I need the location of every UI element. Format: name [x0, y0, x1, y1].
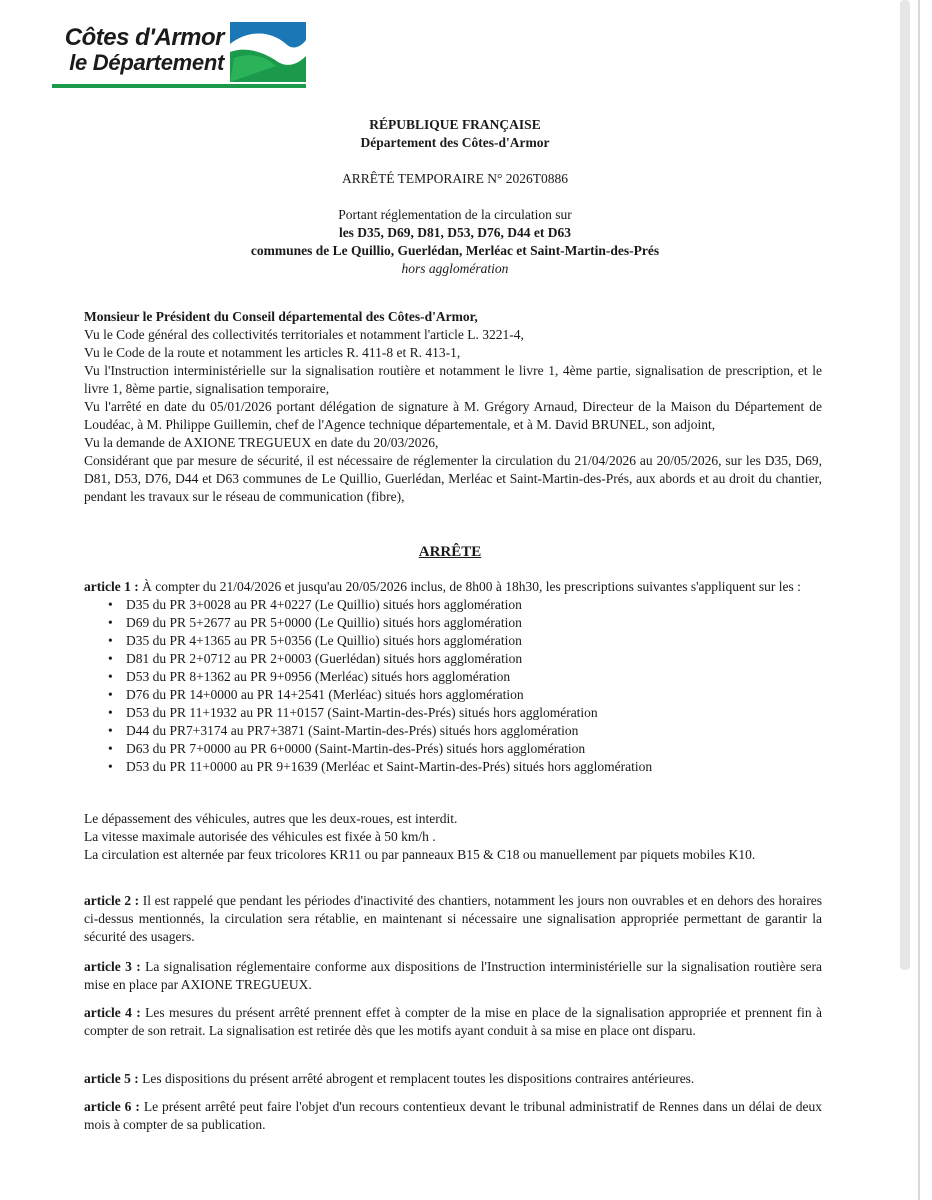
article-label: article 3 :	[84, 959, 141, 974]
vu-line: Vu l'arrêté en date du 05/01/2026 portant délégation de signature à M. Grégory Arnaud, Directeur de la Maison du Département de Loudéac, à M. Philippe Guillemin, chef de l'Agence technique départementale, et à M. David BRUNEL, son adjoint,	[84, 399, 822, 432]
article-text: Les dispositions du présent arrêté abrogent et remplacent toutes les dispositions contraires antérieures.	[142, 1071, 695, 1086]
subject-communes: communes de Le Quillio, Guerlédan, Merléac et Saint-Martin-des-Prés	[250, 243, 660, 258]
department-logo	[52, 22, 308, 90]
logo-subtitle: le Département	[69, 50, 224, 75]
page-edge	[918, 0, 920, 1200]
article-label: article 4 :	[84, 1005, 141, 1020]
article-text: Il est rappelé que pendant les périodes d'inactivité des chantiers, notamment les jours non ouvrables et en dehors des horaires ci-dessus mentionnés, la circulation sera rétablie, en maintenant si nécessaire une signalisation appropriée permettant de garantir la sécurité des usagers.	[84, 893, 823, 944]
article-2	[84, 892, 822, 946]
preamble	[84, 308, 822, 506]
list-item: • D44 du PR7+3174 au PR7+3871 (Saint-Martin-des-Prés) situés hors agglomération	[126, 722, 822, 740]
list-item: • D53 du PR 11+0000 au PR 9+1639 (Merléac et Saint-Martin-des-Prés) situés hors agglomération	[126, 758, 822, 776]
list-item: • D53 du PR 8+1362 au PR 9+0956 (Merléac) situés hors agglomération	[126, 668, 822, 686]
vu-line: Vu le Code de la route et notamment les articles R. 411-8 et R. 413-1,	[84, 345, 461, 360]
subject-line: Portant réglementation de la circulation sur	[338, 207, 572, 222]
list-item: • D63 du PR 7+0000 au PR 6+0000 (Saint-Martin-des-Prés) situés hors agglomération	[126, 740, 822, 758]
article-label: article 5 :	[84, 1071, 139, 1086]
republic-heading: RÉPUBLIQUE FRANÇAISE	[369, 117, 541, 132]
president-line: Monsieur le Président du Conseil départemental des Côtes-d'Armor,	[84, 309, 478, 324]
article-label: article 6 :	[84, 1099, 140, 1114]
rule-line: La circulation est alternée par feux tricolores KR11 ou par panneaux B15 & C18 ou manuellement par piquets mobiles K10.	[84, 847, 756, 862]
list-item: • D76 du PR 14+0000 au PR 14+2541 (Merléac) situés hors agglomération	[126, 686, 822, 704]
article-4	[84, 1004, 822, 1040]
article-text: À compter du 21/04/2026 et jusqu'au 20/05/2026 inclus, de 8h00 à 18h30, les prescriptions suivantes s'appliquent sur les :	[142, 579, 801, 594]
article-label: article 2 :	[84, 893, 140, 908]
article-1-rules	[84, 810, 822, 864]
article-label: article 1 :	[84, 579, 139, 594]
scrollbar[interactable]	[900, 0, 910, 970]
considerant-line: Considérant que par mesure de sécurité, il est nécessaire de réglementer la circulation du 21/04/2026 au 20/05/2026, sur les D35, D69, D81, D53, D76, D44 et D63 communes de Le Quillio, Guerlédan, Merléac et Saint-Martin-des-Prés, aux abords et au droit du chantier, pendant les travaux sur le réseau de communication (fibre),	[84, 453, 822, 504]
article-1	[84, 578, 822, 776]
arrete-heading: ARRÊTE	[418, 544, 482, 560]
rule-line: La vitesse maximale autorisée des véhicules est fixée à 50 km/h .	[84, 829, 436, 844]
vu-line: Vu le Code général des collectivités territoriales et notamment l'article L. 3221-4,	[84, 327, 524, 342]
list-item: • D53 du PR 11+1932 au PR 11+0157 (Saint-Martin-des-Prés) situés hors agglomération	[126, 704, 822, 722]
list-item: • D69 du PR 5+2677 au PR 5+0000 (Le Quillio) situés hors agglomération	[126, 614, 822, 632]
department-heading: Département des Côtes-d'Armor	[360, 135, 550, 150]
bird-wave-icon	[230, 22, 306, 82]
list-item: • D35 du PR 3+0028 au PR 4+0227 (Le Quillio) situés hors agglomération	[126, 596, 822, 614]
arrete-number: ARRÊTÉ TEMPORAIRE N° 2026T0886	[341, 171, 569, 186]
vu-line: Vu l'Instruction interministérielle sur la signalisation routière et notamment le livre 1, 4ème partie, signalisation de prescription, et le livre 1, 8ème partie, signalisation temporaire,	[84, 363, 822, 396]
rule-line: Le dépassement des véhicules, autres que les deux-roues, est interdit.	[84, 811, 458, 826]
article-text: La signalisation réglementaire conforme aux dispositions de l'Instruction interministérielle sur la signalisation routière sera mise en place par AXIONE TREGUEUX.	[84, 959, 823, 992]
article-6	[84, 1098, 822, 1134]
article-text: Les mesures du présent arrêté prennent effet à compter de la mise en place de la signalisation appropriée et prennent fin à compter de son retrait. La signalisation est retirée dès que les motifs ayant conduit à sa mise en place ont disparu.	[84, 1005, 823, 1038]
logo-title: Côtes d'Armor	[64, 24, 224, 51]
vu-line: Vu la demande de AXIONE TREGUEUX en date du 20/03/2026,	[84, 435, 439, 450]
subject-roads: les D35, D69, D81, D53, D76, D44 et D63	[338, 225, 572, 240]
list-item: • D35 du PR 4+1365 au PR 5+0356 (Le Quillio) situés hors agglomération	[126, 632, 822, 650]
road-list	[84, 596, 822, 776]
list-item: • D81 du PR 2+0712 au PR 2+0003 (Guerlédan) situés hors agglomération	[126, 650, 822, 668]
article-3	[84, 958, 822, 994]
article-5	[84, 1070, 822, 1088]
article-text: Le présent arrêté peut faire l'objet d'un recours contentieux devant le tribunal administratif de Rennes dans un délai de deux mois à compter de sa publication.	[84, 1099, 823, 1132]
subject-location: hors agglomération	[401, 261, 509, 276]
logo-underline	[52, 84, 306, 88]
